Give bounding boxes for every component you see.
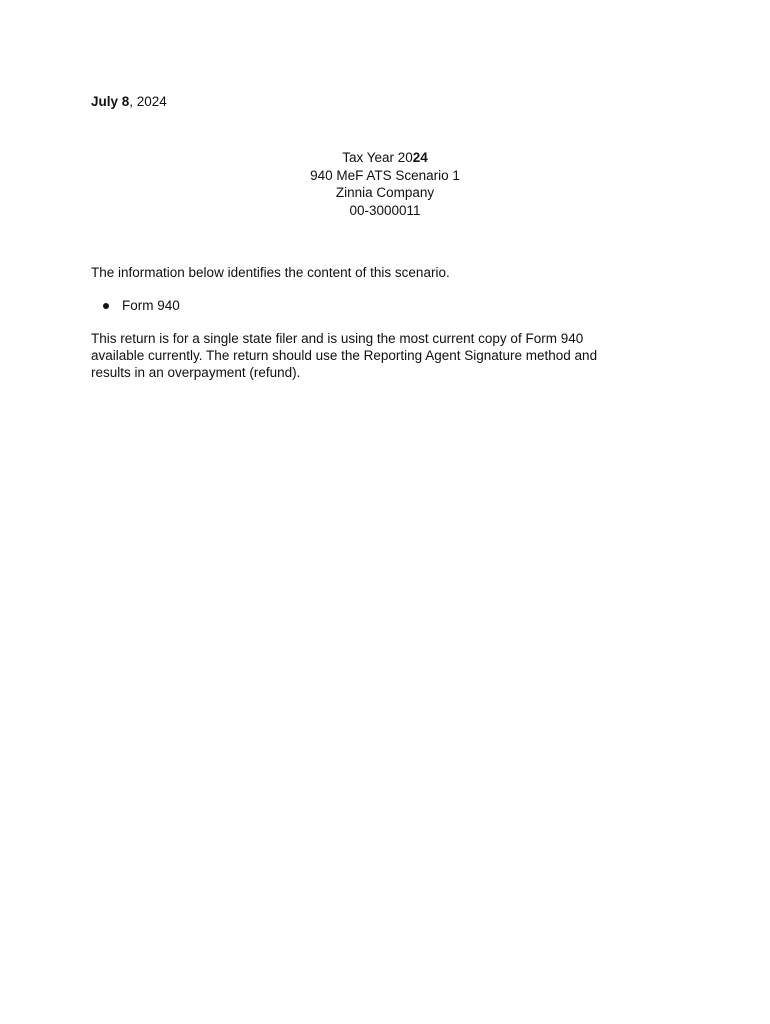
list-item-label: Form 940 bbox=[122, 298, 180, 313]
paragraph-line: This return is for a single state filer and is using the most current copy of Form 940 bbox=[91, 331, 584, 346]
content-list bbox=[91, 297, 180, 314]
description-paragraph bbox=[91, 330, 651, 381]
company-ein: 00-3000011 bbox=[349, 202, 421, 218]
tax-year-suffix: 24 bbox=[412, 150, 428, 165]
scenario-name: 940 MeF ATS Scenario 1 bbox=[310, 167, 460, 183]
document-date bbox=[91, 93, 167, 110]
tax-year-line bbox=[185, 149, 585, 167]
date-month-day: July 8 bbox=[91, 94, 130, 109]
list-item bbox=[91, 297, 180, 314]
bullet-icon bbox=[103, 303, 109, 309]
intro-text: The information below identifies the content of this scenario. bbox=[91, 265, 450, 280]
date-year: , 2024 bbox=[129, 94, 167, 109]
company-name: Zinnia Company bbox=[335, 185, 435, 200]
scenario-heading bbox=[185, 149, 585, 219]
paragraph-line: results in an overpayment (refund). bbox=[91, 365, 301, 380]
paragraph-line: available currently. The return should use the Reporting Agent Signature method and bbox=[91, 348, 598, 363]
tax-year-prefix: Tax Year 20 bbox=[342, 150, 413, 165]
